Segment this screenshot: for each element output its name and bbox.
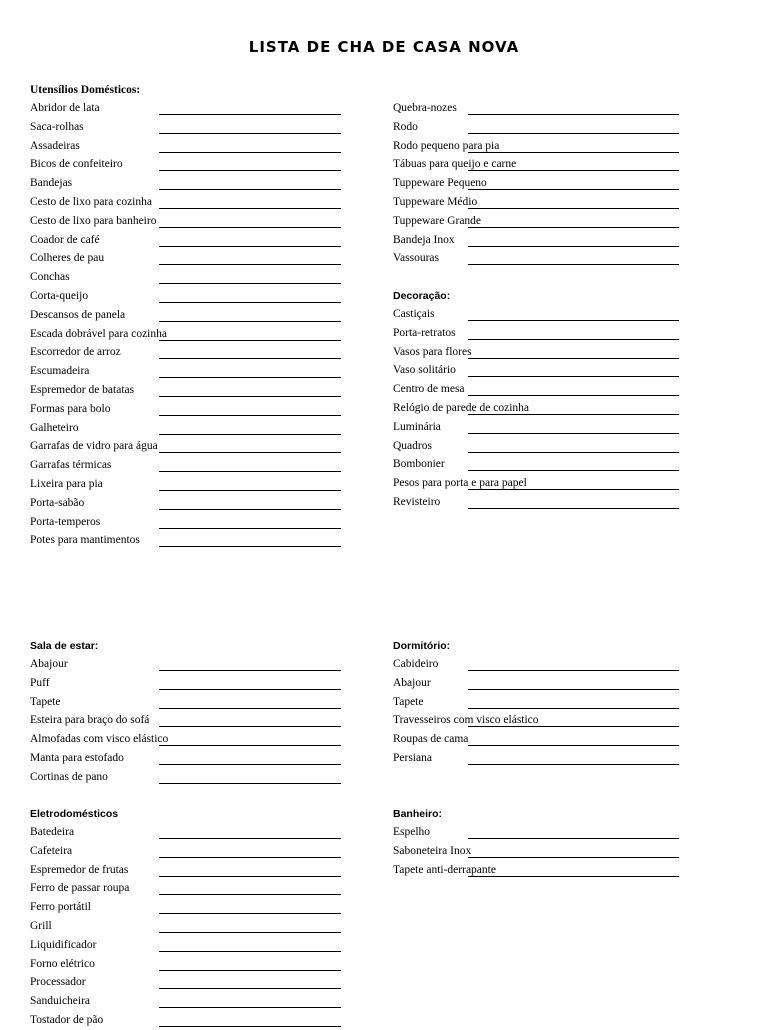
item-label: Roupas de cama — [393, 733, 469, 746]
item-label: Luminária — [393, 420, 441, 433]
section-utensilios-cont — [393, 99, 693, 268]
fill-in-line[interactable] — [468, 433, 679, 434]
list-item — [30, 99, 350, 118]
fill-in-line[interactable] — [159, 152, 341, 153]
list-item — [30, 343, 350, 362]
fill-in-line[interactable] — [159, 509, 341, 510]
list-item — [393, 418, 693, 437]
fill-in-line[interactable] — [468, 189, 679, 190]
item-label: Saboneteira Inox — [393, 844, 472, 857]
list-item — [30, 730, 350, 749]
item-label: Potes para mantimentos — [30, 534, 140, 547]
list-item — [393, 474, 693, 493]
item-label: Escumadeira — [30, 365, 90, 378]
item-label: Rodo — [393, 120, 418, 133]
fill-in-line[interactable] — [159, 434, 341, 435]
list-item — [30, 917, 350, 936]
list-item — [30, 973, 350, 992]
item-label: Colheres de pau — [30, 252, 105, 265]
list-item — [393, 155, 693, 174]
list-item — [30, 513, 350, 532]
item-label: Cortinas de pano — [30, 770, 108, 783]
fill-in-line[interactable] — [159, 764, 341, 765]
item-label: Vaso solitário — [393, 364, 456, 377]
list-item — [30, 193, 350, 212]
fill-in-line[interactable] — [468, 395, 679, 396]
list-item — [393, 399, 693, 418]
list-item — [393, 455, 693, 474]
fill-in-line[interactable] — [159, 358, 341, 359]
item-label: Porta-retratos — [393, 326, 456, 339]
item-label: Cesto de lixo para cozinha — [30, 195, 152, 208]
list-item — [30, 118, 350, 137]
fill-in-line[interactable] — [159, 932, 341, 933]
item-label: Tapete — [30, 695, 61, 708]
list-item — [30, 249, 350, 268]
list-item — [30, 137, 350, 156]
fill-in-line[interactable] — [159, 708, 341, 709]
list-item — [30, 711, 350, 730]
fill-in-line[interactable] — [159, 857, 341, 858]
list-item — [30, 955, 350, 974]
item-label: Corta-queijo — [30, 289, 89, 302]
item-label: Escada dobrável para cozinha — [30, 327, 167, 340]
item-label: Lixeira para pia — [30, 477, 103, 490]
item-label: Tostador de pão — [30, 1013, 104, 1026]
list-item — [393, 99, 693, 118]
list-item — [30, 842, 350, 861]
list-item — [30, 306, 350, 325]
item-label: Batedeira — [30, 826, 75, 838]
item-label: Tábuas para queijo e carne — [393, 158, 517, 171]
page-title: LISTA DE CHA DE CASA NOVA — [248, 38, 520, 56]
fill-in-line[interactable] — [159, 670, 341, 671]
section-dormitorio — [393, 637, 693, 768]
section-sala-de-estar — [30, 637, 350, 787]
list-item — [393, 655, 693, 674]
item-label: Abajour — [30, 658, 68, 670]
item-label: Bandejas — [30, 177, 73, 190]
item-label: Cafeteira — [30, 844, 73, 857]
fill-in-line[interactable] — [159, 951, 341, 952]
item-label: Tapete anti-derrapante — [393, 863, 496, 876]
fill-in-line[interactable] — [468, 208, 679, 209]
list-item — [393, 231, 693, 250]
fill-in-line[interactable] — [159, 340, 341, 341]
list-item — [30, 749, 350, 768]
fill-in-line[interactable] — [468, 246, 679, 247]
item-label: Quadros — [393, 439, 432, 452]
fill-in-line[interactable] — [468, 133, 679, 134]
fill-in-line[interactable] — [468, 414, 679, 415]
item-label: Abridor de lata — [30, 102, 100, 114]
item-label: Assadeiras — [30, 139, 80, 152]
fill-in-line[interactable] — [159, 490, 341, 491]
item-label: Porta-sabão — [30, 496, 85, 509]
fill-in-line[interactable] — [468, 508, 679, 509]
fill-in-line[interactable] — [159, 264, 341, 265]
list-item — [30, 400, 350, 419]
list-item — [393, 193, 693, 212]
list-item — [393, 174, 693, 193]
list-item — [30, 823, 350, 842]
section-heading: Decoração: — [393, 290, 451, 302]
fill-in-line[interactable] — [159, 189, 341, 190]
item-label: Espremedor de batatas — [30, 383, 135, 396]
fill-in-line[interactable] — [468, 452, 679, 453]
fill-in-line[interactable] — [159, 321, 341, 322]
fill-in-line[interactable] — [159, 283, 341, 284]
item-label: Revisteiro — [393, 495, 441, 508]
fill-in-line[interactable] — [468, 726, 679, 727]
list-item — [30, 1011, 350, 1030]
fill-in-line[interactable] — [159, 783, 341, 784]
list-item — [30, 655, 350, 674]
item-label: Manta para estofado — [30, 751, 124, 764]
item-label: Travesseiros com visco elástico — [393, 714, 539, 727]
fill-in-line[interactable] — [468, 320, 679, 321]
fill-in-line[interactable] — [159, 546, 341, 547]
list-item — [30, 456, 350, 475]
list-item — [30, 879, 350, 898]
item-label: Cesto de lixo para banheiro — [30, 214, 157, 227]
item-label: Espelho — [393, 826, 431, 838]
fill-in-line[interactable] — [468, 838, 679, 839]
list-item — [30, 531, 350, 550]
section-heading: Utensílios Domésticos: — [30, 84, 141, 96]
item-label: Tuppeware Pequeno — [393, 177, 487, 190]
fill-in-line[interactable] — [468, 376, 679, 377]
fill-in-line[interactable] — [159, 838, 341, 839]
item-label: Pesos para porta e para papel — [393, 477, 527, 490]
item-label: Liquidificador — [30, 938, 97, 951]
item-label: Vasos para flores — [393, 345, 472, 358]
section-heading: Dormitório: — [393, 640, 451, 652]
fill-in-line[interactable] — [159, 745, 341, 746]
list-item — [30, 174, 350, 193]
item-label: Quebra-nozes — [393, 102, 457, 114]
item-label: Tuppeware Grande — [393, 214, 482, 227]
fill-in-line[interactable] — [468, 708, 679, 709]
list-item — [393, 823, 693, 842]
section-heading: Sala de estar: — [30, 640, 99, 652]
fill-in-line[interactable] — [159, 114, 341, 115]
fill-in-line[interactable] — [468, 339, 679, 340]
list-item — [30, 936, 350, 955]
fill-in-line[interactable] — [159, 1007, 341, 1008]
list-item — [393, 324, 693, 343]
fill-in-line[interactable] — [159, 208, 341, 209]
list-item — [30, 419, 350, 438]
item-label: Processador — [30, 976, 86, 989]
list-item — [393, 305, 693, 324]
list-item — [30, 494, 350, 513]
item-label: Persiana — [393, 751, 432, 764]
list-item — [30, 212, 350, 231]
fill-in-line[interactable] — [468, 227, 679, 228]
item-label: Ferro portátil — [30, 901, 91, 914]
fill-in-line[interactable] — [159, 894, 341, 895]
list-item — [30, 475, 350, 494]
item-label: Escorredor de arroz — [30, 346, 121, 359]
fill-in-line[interactable] — [159, 726, 341, 727]
fill-in-line[interactable] — [159, 528, 341, 529]
list-item — [30, 155, 350, 174]
fill-in-line[interactable] — [159, 970, 341, 971]
item-label: Conchas — [30, 271, 70, 284]
item-label: Coador de café — [30, 233, 100, 246]
list-item — [393, 249, 693, 268]
item-label: Galheteiro — [30, 421, 79, 434]
list-item — [393, 693, 693, 712]
fill-in-line[interactable] — [159, 227, 341, 228]
list-item — [30, 674, 350, 693]
fill-in-line[interactable] — [468, 764, 679, 765]
item-label: Ferro de passar roupa — [30, 882, 130, 895]
list-item — [393, 711, 693, 730]
item-label: Relógio de parede de cozinha — [393, 401, 530, 414]
item-label: Almofadas com visco elástico — [30, 733, 169, 746]
item-label: Centro de mesa — [393, 383, 465, 396]
list-item — [30, 992, 350, 1011]
list-item — [393, 437, 693, 456]
list-item — [30, 768, 350, 787]
list-item — [30, 693, 350, 712]
fill-in-line[interactable] — [468, 358, 679, 359]
fill-in-line[interactable] — [159, 377, 341, 378]
list-item — [30, 437, 350, 456]
list-item — [393, 137, 693, 156]
fill-in-line[interactable] — [468, 876, 679, 877]
fill-in-line[interactable] — [159, 452, 341, 453]
item-label: Grill — [30, 919, 52, 932]
fill-in-line[interactable] — [468, 489, 679, 490]
list-item — [393, 749, 693, 768]
list-item — [393, 730, 693, 749]
fill-in-line[interactable] — [468, 170, 679, 171]
section-eletrodomesticos — [30, 805, 350, 1030]
item-label: Abajour — [393, 676, 431, 689]
fill-in-line[interactable] — [159, 471, 341, 472]
section-heading: Eletrodomésticos — [30, 808, 119, 820]
item-label: Puff — [30, 676, 50, 689]
item-label: Porta-temperos — [30, 515, 101, 528]
item-label: Garrafas térmicas — [30, 459, 112, 472]
section-decoracao — [393, 287, 693, 512]
fill-in-line[interactable] — [468, 152, 679, 153]
fill-in-line[interactable] — [468, 470, 679, 471]
list-item — [393, 118, 693, 137]
list-item — [393, 343, 693, 362]
item-label: Esteira para braço do sofá — [30, 714, 150, 727]
list-item — [393, 493, 693, 512]
item-label: Espremedor de frutas — [30, 863, 129, 876]
section-banheiro — [393, 805, 693, 879]
fill-in-line[interactable] — [159, 302, 341, 303]
list-item — [30, 362, 350, 381]
fill-in-line[interactable] — [159, 1026, 341, 1027]
item-label: Forno elétrico — [30, 957, 95, 970]
list-item — [30, 287, 350, 306]
item-label: Bombonier — [393, 458, 445, 471]
fill-in-line[interactable] — [468, 264, 679, 265]
fill-in-line[interactable] — [159, 876, 341, 877]
item-label: Cabideiro — [393, 658, 439, 670]
item-label: Vassouras — [393, 252, 439, 265]
fill-in-line[interactable] — [159, 246, 341, 247]
item-label: Bicos de confeiteiro — [30, 158, 123, 171]
item-label: Tapete — [393, 695, 424, 708]
list-item — [393, 361, 693, 380]
item-label: Descansos de panela — [30, 308, 126, 321]
item-label: Castiçais — [393, 308, 435, 320]
item-label: Bandeja Inox — [393, 233, 455, 246]
list-item — [393, 861, 693, 880]
fill-in-line[interactable] — [468, 114, 679, 115]
fill-in-line[interactable] — [468, 857, 679, 858]
fill-in-line[interactable] — [159, 170, 341, 171]
item-label: Sanduicheira — [30, 995, 91, 1008]
list-item — [30, 381, 350, 400]
fill-in-line[interactable] — [159, 988, 341, 989]
list-item — [30, 231, 350, 250]
item-label: Garrafas de vidro para água — [30, 440, 158, 453]
section-utensilios — [30, 81, 350, 550]
list-item — [393, 674, 693, 693]
list-item — [30, 268, 350, 287]
fill-in-line[interactable] — [159, 133, 341, 134]
fill-in-line[interactable] — [468, 745, 679, 746]
fill-in-line[interactable] — [159, 415, 341, 416]
list-item — [393, 212, 693, 231]
fill-in-line[interactable] — [468, 670, 679, 671]
list-item — [393, 842, 693, 861]
list-item — [30, 898, 350, 917]
fill-in-line[interactable] — [159, 396, 341, 397]
list-item — [30, 325, 350, 344]
fill-in-line[interactable] — [159, 689, 341, 690]
item-label: Formas para bolo — [30, 402, 111, 415]
item-label: Rodo pequeno para pia — [393, 139, 500, 152]
item-label: Tuppeware Médio — [393, 195, 478, 208]
fill-in-line[interactable] — [159, 913, 341, 914]
list-item — [30, 861, 350, 880]
fill-in-line[interactable] — [468, 689, 679, 690]
item-label: Saca-rolhas — [30, 120, 84, 133]
section-heading: Banheiro: — [393, 808, 443, 820]
list-item — [393, 380, 693, 399]
